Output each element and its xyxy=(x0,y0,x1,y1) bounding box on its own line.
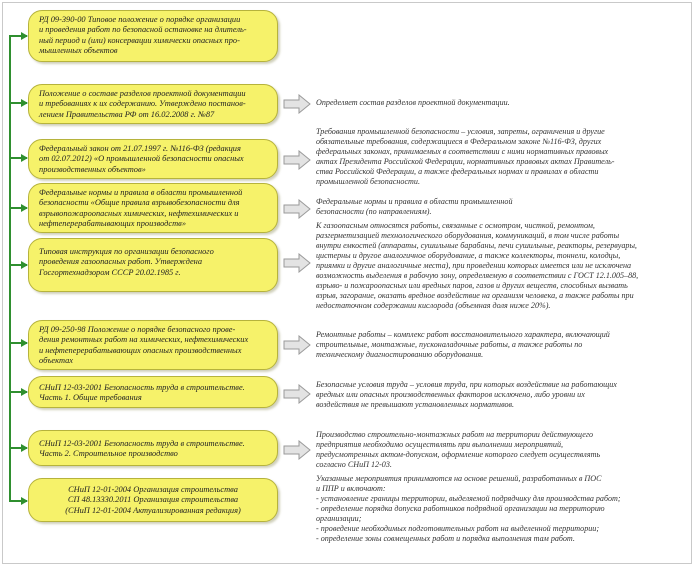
right-arrow-icon xyxy=(283,253,311,273)
connector-branch-9 xyxy=(9,500,27,502)
desc-sostav-razdelov xyxy=(316,98,686,108)
desc-line: техническому диагностированию оборудования. xyxy=(316,350,484,359)
desc-line: - определение зоны совмещенных работ и порядка выполнения там работ. xyxy=(316,534,575,543)
desc-line: недостаточном содержании кислорода (объемная доля ниже 20%). xyxy=(316,301,551,310)
doc-box-line: Федеральные нормы и правила в области промышленной xyxy=(39,188,243,197)
doc-box-line: СНиП 12-03-2001 Безопасность труда в строительстве. xyxy=(39,383,245,392)
connector-branch-7 xyxy=(9,391,27,393)
right-arrow-icon xyxy=(283,384,311,404)
desc-line: взрыво- и пожароопасных или вредных паров, газов и других веществ, способных вызвать xyxy=(316,281,628,290)
doc-box-line: Часть 1. Общие требования xyxy=(39,393,142,403)
desc-line: промышленной безопасности. xyxy=(316,177,420,186)
desc-line: безопасности (по направлениям). xyxy=(316,207,432,216)
doc-box-line: производственных объектов» xyxy=(39,164,146,174)
desc-gazoopasnye-raboty xyxy=(316,221,688,311)
doc-box-fz-116 xyxy=(28,139,278,179)
desc-remontnye-raboty xyxy=(316,330,686,360)
desc-line: и ППР и включают: xyxy=(316,484,386,493)
doc-box-line: Типовая инструкция по организации безопасного xyxy=(39,247,214,256)
desc-line: Безопасные условия труда – условия труда, при которых воздействие на работающих xyxy=(316,380,617,389)
doc-box-line: Часть 2. Строительное производство xyxy=(39,449,178,459)
desc-line: - проведение необходимых подготовительных работ на выделенной территории; xyxy=(316,524,600,533)
doc-box-line: и требованиях к их содержанию. Утверждено постанов- xyxy=(39,99,246,109)
desc-line: организации; xyxy=(316,514,362,523)
doc-box-rd-09-250-98 xyxy=(28,320,278,370)
doc-box-snip-12-01-sp-48 xyxy=(28,478,278,522)
doc-box-line: безопасности «Общие правила взрывобезопасности для xyxy=(39,198,240,208)
desc-bezopasnye-usloviya xyxy=(316,380,686,410)
doc-box-line: Положение о составе разделов проектной документации xyxy=(39,89,246,98)
doc-box-line: проведения газоопасных работ. Утверждена xyxy=(39,257,203,267)
desc-line: Федеральные нормы и правила в области промышленной xyxy=(316,197,513,206)
desc-line: вредных или опасных производственных факторов исключено, либо уровни их xyxy=(316,390,585,399)
desc-line: предприятия необходимо осуществлять при выполнении мероприятий, xyxy=(316,440,564,449)
desc-line: ства Российской Федерации, а также федеральных нормах и правилах в области xyxy=(316,167,599,176)
connector-branch-2 xyxy=(9,102,27,104)
desc-line: Указанные мероприятия принимаются на основе решений, разработанных в ПОС xyxy=(316,474,602,483)
desc-line: - определение порядка допуска работников подрядной организации на территорию xyxy=(316,504,605,513)
desc-line: федеральных законах, принимаемых в соответствии с ними нормативных правовых xyxy=(316,147,609,156)
connector-branch-8 xyxy=(9,447,27,449)
doc-box-snip-12-03-part2 xyxy=(28,430,278,466)
desc-line: цистерны и другое аналогичное оборудование, а также коллекторы, тоннели, колодцы, xyxy=(316,251,621,260)
doc-box-line: РД 09-250-98 Положение о порядке безопасного прове- xyxy=(39,325,236,334)
doc-box-line: мышленных объектов xyxy=(39,46,118,56)
doc-box-polozhenie-87 xyxy=(28,84,278,124)
connector-branch-6 xyxy=(9,342,27,344)
doc-box-line: объектах xyxy=(39,356,74,366)
desc-trebovaniya-pb xyxy=(316,127,686,187)
right-arrow-icon xyxy=(283,94,311,114)
desc-line: актах Президента Российской Федерации, нормативных правовых актах Правитель- xyxy=(316,157,615,166)
doc-box-line: лением Правительства РФ от 16.02.2008 г. №87 xyxy=(39,109,215,119)
doc-box-line: СНиП 12-01-2004 Организация строительства xyxy=(68,485,238,494)
connector-branch-1 xyxy=(9,35,27,37)
desc-line: взрыв, загорание, оказать вредное воздействие на организм человека, а также работы при xyxy=(316,291,634,300)
doc-box-line: СНиП 12-03-2001 Безопасность труда в строительстве. xyxy=(39,439,245,448)
desc-line: Производство строительно-монтажных работ на территории действующего xyxy=(316,430,594,439)
connector-trunk xyxy=(9,36,11,501)
doc-box-snip-12-03-part1 xyxy=(28,376,278,408)
doc-box-line: РД 09-390-00 Типовое положение о порядке организации xyxy=(39,15,241,24)
desc-line: предусмотренных актом-допуском, оформление которого следует осуществлять xyxy=(316,450,601,459)
doc-box-fnp-vzryvobezopasnost xyxy=(28,183,278,233)
desc-fnp xyxy=(316,197,686,217)
doc-box-line: ный период и (или) консервации химически опасных про- xyxy=(39,35,240,45)
desc-line: Ремонтные работы – комплекс работ восстановительного характера, включающий xyxy=(316,330,610,339)
doc-box-line: и нефтеперерабатывающих опасных производственных xyxy=(39,345,242,355)
desc-proizvodstvo-smr xyxy=(316,430,686,470)
doc-box-line: взрывопожароопасных химических, нефтехимических и xyxy=(39,208,239,218)
doc-box-line: дения ремонтных работ на химических, нефтехимических xyxy=(39,335,249,345)
doc-box-line: нефтеперерабатывающих производств» xyxy=(39,219,187,229)
connector-branch-3 xyxy=(9,157,27,159)
doc-box-rd-09-390-00 xyxy=(28,10,278,62)
desc-meropriyatiya xyxy=(316,474,688,544)
desc-line: возможность выделения в рабочую зону, определяемую в соответствии с ГОСТ 12.1.005–88, xyxy=(316,271,639,280)
right-arrow-icon xyxy=(283,150,311,170)
connector-branch-4 xyxy=(9,207,27,209)
doc-box-line: Госгортехнадзором СССР 20.02.1985 г. xyxy=(39,267,181,277)
desc-line: приямки и другие аналогичные места), при проведении которых имеется или не исключена xyxy=(316,261,632,270)
desc-line: строительные, монтажные, пусконаладочные работы, а также работы по xyxy=(316,340,583,349)
right-arrow-icon xyxy=(283,440,311,460)
doc-box-tipovaya-instruktsiya xyxy=(28,238,278,292)
desc-line: Определяет состав разделов проектной документации. xyxy=(316,98,510,107)
desc-line: воздействия не превышают установленных нормативов. xyxy=(316,400,515,409)
doc-box-line: СП 48.13330.2011 Организация строительства xyxy=(67,495,239,505)
desc-line: согласно СНиП 12-03. xyxy=(316,460,392,469)
doc-box-line: и проведения работ по безопасной остановке на длитель- xyxy=(39,25,247,35)
doc-box-line: Федеральный закон от 21.07.1997 г. №116-ФЗ (редакция xyxy=(39,144,241,153)
desc-line: - установление границы территории, выделяемой подрядчику для производства работ; xyxy=(316,494,621,503)
right-arrow-icon xyxy=(283,335,311,355)
right-arrow-icon xyxy=(283,199,311,219)
doc-box-line: (СНиП 12-01-2004 Актуализированная редакция) xyxy=(65,505,241,515)
desc-line: обязательные требования, содержащиеся в Федеральном законе №116-ФЗ, других xyxy=(316,137,602,146)
desc-line: Требования промышленной безопасности – условия, запреты, ограничения и другие xyxy=(316,127,605,136)
doc-box-line: от 02.07.2012) «О промышленной безопасности опасных xyxy=(39,154,244,164)
desc-line: К газоопасным относятся работы, связанные с осмотром, чисткой, ремонтом, xyxy=(316,221,595,230)
desc-line: разгерметизацией технологического оборудования, коммуникаций, в том числе работы xyxy=(316,231,620,240)
connector-branch-5 xyxy=(9,264,27,266)
desc-line: внутри емкостей (аппараты, сушильные барабаны, печи сушильные, реакторы, резервуары, xyxy=(316,241,637,250)
